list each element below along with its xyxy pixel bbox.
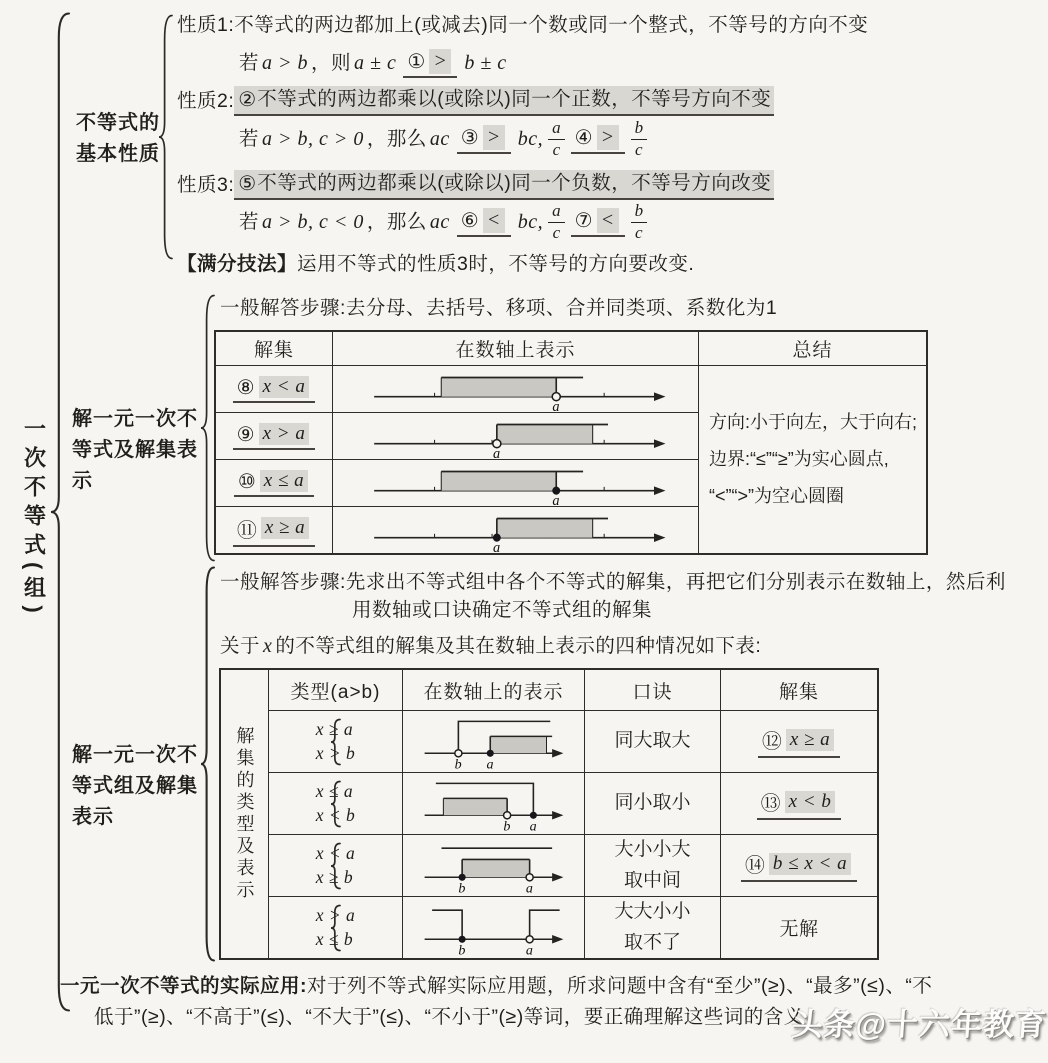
svg-text:a: a (492, 446, 500, 459)
tip-title: 【满分技法】 (177, 253, 298, 275)
numerator: a (548, 119, 565, 140)
koujue-line1: 大大小小 (614, 901, 691, 923)
solution-expr-row2 (216, 412, 332, 459)
system-expr-1: x ≥ a (315, 719, 354, 739)
blank-number: ② (238, 87, 257, 111)
blank-number: ⑪ (236, 517, 257, 542)
branch-solve-system-label: 解一元一次不等式组及解集表示 (72, 744, 198, 828)
math-expr: bc, (517, 210, 544, 233)
blank-number: ③ (460, 124, 479, 149)
svg-text:b: b (502, 817, 510, 834)
blank-answer: x ≤ a (260, 470, 308, 492)
blank-number: ⑭ (744, 853, 765, 877)
property-2-formula (239, 113, 649, 165)
word-name: ，那么 (366, 127, 427, 150)
system-type-row4 (268, 896, 402, 958)
table2-side-label-cell (221, 670, 268, 958)
application-line1 (60, 970, 932, 998)
table2-header-jieji: 解集 (720, 670, 877, 710)
full-score-tip (177, 252, 694, 276)
system-steps-line1 (220, 570, 1006, 594)
property-1-title: 性质1: (177, 14, 235, 36)
system-expr-1: x < a (315, 843, 356, 863)
application-text2: 低于”(≥)、“不高于”(≤)、“不大于”(≤)、“不小于”(≥)等词，要正确理解这些词的含义 (94, 1006, 804, 1028)
system-brace (330, 718, 341, 766)
koujue-line1: 大小小大 (614, 839, 691, 861)
blank-10 (234, 469, 314, 497)
system-solution-table (219, 668, 879, 960)
blank-8 (233, 375, 316, 403)
svg-text:a: a (551, 399, 560, 412)
system-type-row3 (268, 834, 402, 896)
solve-inequality-brace (200, 294, 215, 562)
root-topic-label: 一次不等式(组) (21, 416, 47, 620)
tip-text: 运用不等式的性质3时，不等号的方向要改变. (297, 253, 695, 275)
application-line2 (94, 1001, 804, 1029)
svg-text:a: a (525, 941, 533, 958)
svg-text:a: a (551, 493, 560, 506)
koujue-row1 (584, 710, 720, 772)
inequality-system (316, 781, 356, 826)
numberline-cell-row3 (332, 459, 698, 506)
blank-answer: > (597, 125, 619, 150)
system-solution-row3 (720, 834, 877, 896)
blank-answer: > (483, 125, 505, 150)
system-numberline-row2 (402, 772, 584, 834)
fraction-a-over-c (548, 119, 565, 159)
table2-header-type: 类型(a>b) (268, 670, 402, 710)
denominator: c (552, 139, 561, 159)
denominator: c (635, 222, 643, 242)
table2-header-koujue: 口诀 (584, 670, 720, 710)
blank-number: ④ (574, 124, 593, 149)
system-steps-line2 (352, 598, 652, 622)
system-solution-row1 (720, 710, 877, 772)
system-intro-line (220, 634, 761, 659)
summary-line-3: “<”“>”为空心圆圈 (709, 485, 844, 506)
property-3-text: 不等式的两边都乘以(或除以)同一个负数，不等号方向改变 (257, 172, 772, 195)
word-ze: ，则 (311, 52, 352, 75)
blank-11 (233, 514, 315, 547)
math-expr: bc, (517, 127, 544, 150)
application-title: 一元一次不等式的实际应用: (60, 975, 307, 997)
intro-x: x (263, 635, 273, 657)
fraction-b-over-c (631, 202, 648, 242)
word-name: ，那么 (366, 210, 427, 233)
system-brace (330, 904, 341, 952)
koujue-row4 (584, 896, 720, 958)
system-numberline-row3 (402, 834, 584, 896)
blank-number: ⑬ (760, 791, 781, 815)
properties-brace (158, 14, 173, 260)
numberline-x-ge-a (343, 507, 689, 553)
property-2-text: 不等式的两边都乘以(或除以)同一个正数，不等号方向不变 (257, 88, 772, 111)
property-2-line (177, 86, 774, 116)
property-3-title: 性质3: (177, 173, 235, 196)
blank-4 (571, 125, 625, 154)
blank-14 (741, 849, 857, 882)
numberline-cell-row1 (332, 365, 698, 412)
system-steps-text2: 用数轴或口诀确定不等式组的解集 (352, 599, 653, 621)
system-expr-2: x > b (315, 743, 356, 763)
main-brace (50, 12, 70, 1012)
svg-text:a: a (529, 817, 537, 834)
svg-text:a: a (486, 755, 494, 772)
table1-header-summary: 总结 (698, 332, 926, 365)
property-1-line (177, 13, 868, 37)
steps-line (220, 296, 777, 320)
math-expr: b ± c (464, 52, 507, 74)
toutiao-watermark: 头条@十六年教育 (790, 1007, 1048, 1042)
numberline-x-gt-a (343, 413, 689, 459)
solution-expr-row3 (216, 459, 332, 506)
property-1-formula (239, 49, 510, 78)
blank-answer: x < b (785, 791, 836, 813)
system-steps-text1: 一般解答步骤:先求出不等式组中各个不等式的解集，再把它们分别表示在数轴上，然后利 (220, 571, 1006, 593)
intro-post: 的不等式组的解集及其在数轴上表示的四种情况如下表: (275, 635, 762, 658)
steps-text: 一般解答步骤:去分母、去括号、移项、合并同类项、系数化为1 (220, 297, 778, 319)
table1-header-numberline: 在数轴上表示 (332, 332, 698, 365)
property-2-title: 性质2: (177, 89, 235, 112)
numerator: b (631, 202, 648, 223)
svg-text:b: b (454, 755, 462, 772)
denominator: c (635, 139, 643, 159)
property-1-text: 不等式的两边都加上(或减去)同一个数或同一个整式，不等号的方向不变 (234, 14, 869, 36)
numberline-x-le-a (343, 460, 689, 506)
word-ruo: 若 (239, 52, 260, 75)
svg-text:b: b (457, 879, 465, 896)
solution-expr-row1 (216, 365, 332, 412)
blank-3 (457, 125, 511, 154)
svg-text:a: a (525, 879, 533, 896)
table2-header-numberline: 在数轴上的表示 (402, 670, 584, 710)
math-expr: ac (429, 210, 450, 233)
numberline-both-right (406, 712, 582, 772)
blank-number: ⑩ (237, 469, 256, 493)
system-expr-2: x ≥ b (315, 867, 354, 887)
inequality-system (316, 719, 356, 764)
blank-number: ⑨ (236, 422, 255, 446)
blank-number: ⑧ (236, 375, 255, 399)
system-brace (330, 842, 341, 890)
inequality-system (316, 905, 356, 950)
koujue-line1: 同大取大 (614, 730, 691, 752)
numberline-both-left (406, 774, 582, 834)
math-expr: a > b, c < 0 (262, 210, 364, 233)
word-ruo: 若 (239, 127, 260, 150)
koujue-row2 (584, 772, 720, 834)
summary-line-2: 边界:“≤”“≥”为实心圆点, (709, 449, 889, 470)
branch-solve-inequality-label: 解一元一次不等式及解集表示 (72, 408, 198, 492)
blank-answer: b ≤ x < a (769, 853, 851, 875)
inequality-system (316, 843, 356, 888)
blank-answer: x ≥ a (261, 517, 309, 539)
solution-expr-row4 (216, 506, 332, 553)
koujue-line1: 同小取小 (614, 792, 691, 814)
table2-side-label: 解集的类型及表示 (234, 726, 255, 902)
math-expr: a > b (262, 52, 309, 74)
numberline-cell-row4 (332, 506, 698, 553)
blank-number: ⑫ (761, 729, 782, 753)
no-solution-label: 无解 (779, 919, 819, 940)
koujue-row3 (584, 834, 720, 896)
fraction-b-over-c (631, 119, 648, 159)
system-brace (330, 780, 341, 828)
blank-number: ⑦ (574, 207, 593, 232)
blank-number: ⑤ (238, 171, 257, 195)
blank-2-answer (234, 86, 774, 116)
summary-line-1: 方向:小于向左，大于向右; (709, 412, 918, 433)
math-expr: ac (429, 127, 450, 150)
system-numberline-row4 (402, 896, 584, 958)
system-solution-row4 (720, 896, 877, 958)
system-expr-1: x > a (315, 905, 356, 925)
blank-1 (403, 49, 457, 78)
blank-answer: x < a (259, 376, 310, 398)
numberline-x-lt-a (343, 366, 689, 412)
numerator: a (548, 202, 565, 223)
system-expr-2: x ≤ b (315, 929, 354, 949)
blank-answer: < (483, 208, 505, 233)
numberline-disjoint (406, 898, 582, 958)
math-expr: a > b, c > 0 (262, 127, 364, 150)
numberline-between (406, 836, 582, 896)
application-text1: 对于列不等式解实际应用题，所求问题中含有“至少”(≥)、“最多”(≤)、“不 (307, 975, 933, 997)
system-expr-1: x ≤ a (315, 781, 354, 801)
solution-set-table (214, 330, 928, 555)
koujue-line2: 取不了 (623, 931, 681, 953)
table1-header-jieji: 解集 (253, 340, 294, 361)
blank-answer: x ≥ a (786, 729, 834, 751)
system-solution-row2 (720, 772, 877, 834)
system-type-row2 (268, 772, 402, 834)
fraction-a-over-c (548, 202, 565, 242)
intro-pre: 关于 (220, 635, 261, 658)
blank-answer: < (597, 208, 619, 233)
blank-answer: x > a (259, 423, 310, 445)
blank-number: ⑥ (460, 207, 479, 232)
blank-12 (758, 725, 840, 758)
svg-text:b: b (457, 941, 465, 958)
system-expr-2: x < b (315, 805, 356, 825)
word-ruo: 若 (239, 210, 260, 233)
property-3-formula (239, 196, 649, 248)
blank-number: ① (407, 49, 426, 73)
numberline-cell-row2 (332, 412, 698, 459)
blank-13 (757, 787, 842, 820)
solve-system-brace (200, 566, 215, 962)
system-numberline-row1 (402, 710, 584, 772)
svg-text:a: a (492, 540, 500, 553)
branch-properties-label: 不等式的基本性质 (76, 112, 160, 165)
blank-6 (457, 208, 511, 237)
numerator: b (631, 119, 648, 140)
blank-7 (571, 208, 625, 237)
system-type-row1 (268, 710, 402, 772)
math-expr: a ± c (354, 52, 397, 74)
blank-answer: > (429, 49, 451, 74)
summary-cell (698, 365, 926, 553)
blank-9 (233, 422, 316, 450)
koujue-line2: 取中间 (623, 869, 681, 891)
denominator: c (552, 222, 561, 242)
